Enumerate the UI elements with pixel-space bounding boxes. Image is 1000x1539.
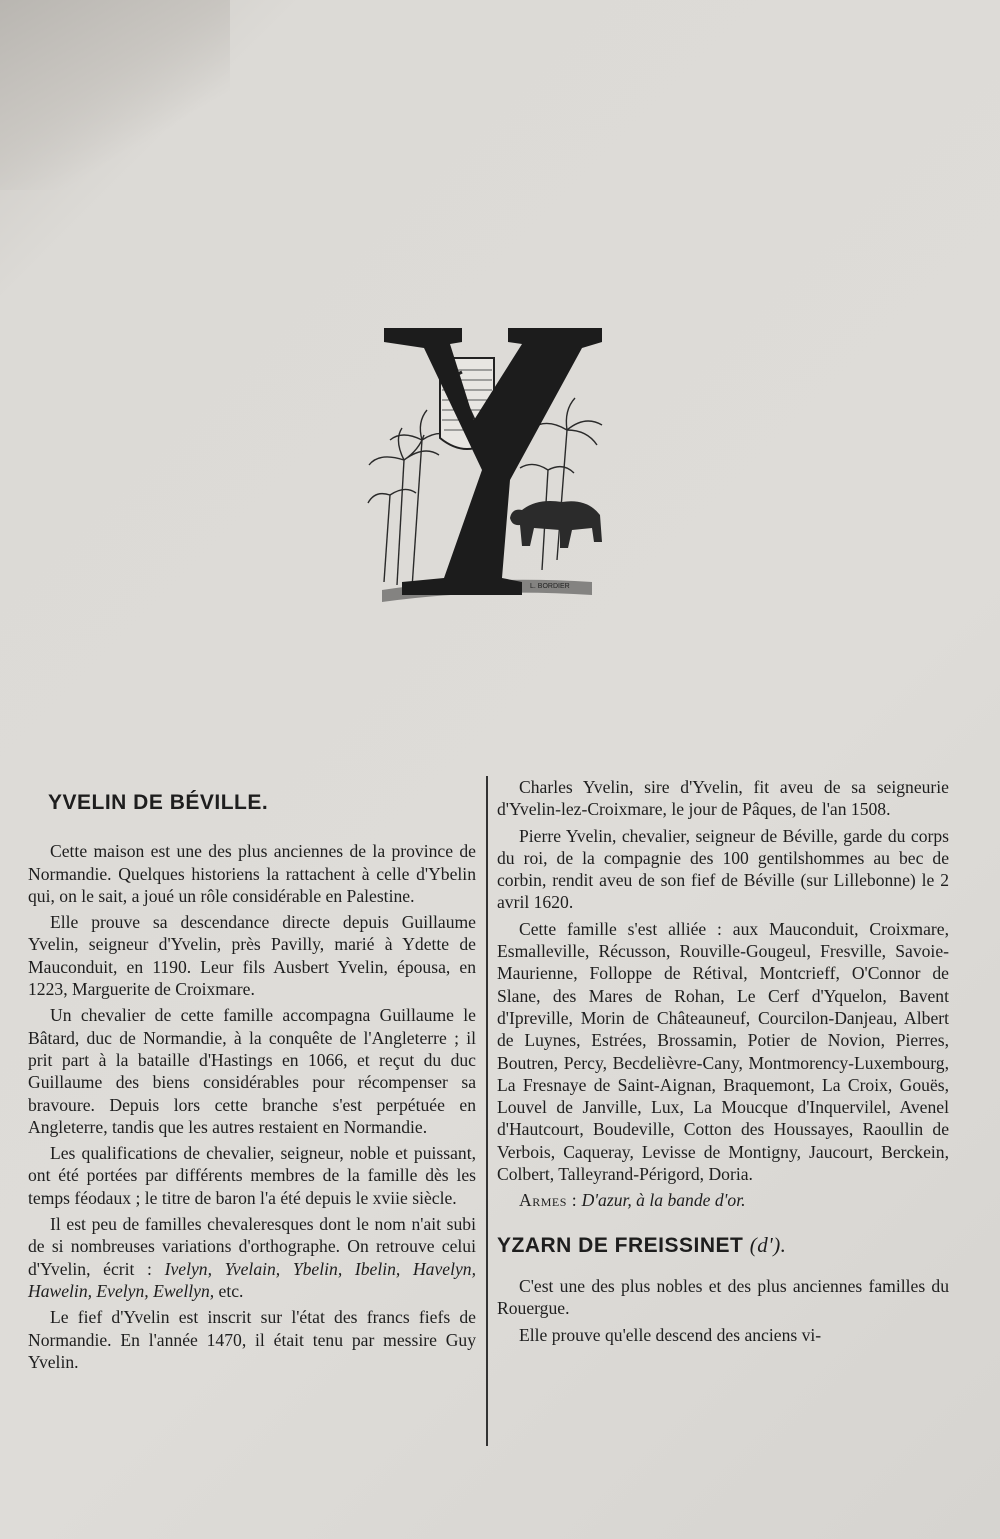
paragraph-alliances: Cette famille s'est alliée : aux Mauconduit, Croixmare, Esmalleville, Récusson, Rouville-Gougeul, Fresville, Savoie-Maurienne, Folloppe de Rétival, Montcrieff, O'Connor de Slane, des Mares de Rohan, Le Cerf d'Yquelon, Bavent d'Ipreville, Morin de Châteauneuf, Courcilon-Danjeau, Albert de Luynes, Estrées, Brossamin, Potier de Novion, Pierres, Boutren, Percy, Becdelièvre-Cany, Montmorency-Luxembourg, La Fresnaye de Saint-Aignan, Braquemont, La Croix, Gouës, Louvel de Janville, Lux, La Moucque d'Inquervilel, Avenel d'Hautcourt, Boudeville, Cotton des Houssayes, Raoullin de Verbois, Caqueray, Levisse de Montigny, Jaucourt, Berckein, Colbert, Talleyrand-Périgord, Doria. <box>497 918 949 1185</box>
paragraph: C'est une des plus nobles et des plus anciennes familles du Rouergue. <box>497 1275 949 1319</box>
column-divider <box>486 776 488 1446</box>
paragraph: Elle prouve sa descendance directe depuis Guillaume Yvelin, seigneur d'Yvelin, près Pavilly, marié à Ydette de Mauconduit, en 1190. Leur fils Ausbert Yvelin, épousa, en 1223, Marguerite de Croixmare. <box>28 912 476 1000</box>
left-column <box>28 770 476 1377</box>
section-heading-yzarn <box>497 1234 949 1257</box>
paragraph: Cette maison est une des plus anciennes de la province de Normandie. Quelques historiens la rattachent à celle d'Ybelin qui, on le sait, a joué un rôle considérable en Palestine. <box>28 841 476 906</box>
coat-of-arms <box>497 1189 949 1211</box>
paragraph: Elle prouve qu'elle descend des anciens vi- <box>519 1324 822 1345</box>
paragraph: Pierre Yvelin, chevalier, seigneur de Béville, garde du corps du roi, de la compagnie des 100 gentilshommes au bec de corbin, rendit aveu de son fief de Béville (sur Lillebonne) le 2 avril 1620. <box>497 825 949 913</box>
heading-text: YZARN DE FREISSINET <box>497 1233 744 1257</box>
text: etc. <box>214 1280 244 1301</box>
paragraph: Le fief d'Yvelin est inscrit sur l'état des francs fiefs de Normandie. En l'année 1470, il était tenu par messire Guy Yvelin. <box>28 1307 476 1372</box>
heading-particle: (d'). <box>749 1232 787 1257</box>
spelling-variants: Ivelyn, Yvelain, Ybelin, Ibelin, Havelyn, Hawelin, Evelyn, Ewellyn, <box>28 1258 476 1301</box>
paragraph-spelling-variants <box>28 1213 476 1302</box>
ox-icon <box>510 501 602 548</box>
paragraph: Les qualifications de chevalier, seigneur, noble et puissant, ont été portées par différents membres de la famille dès les temps féodaux ; le titre de baron l'a été depuis le xviie siècle. <box>28 1143 476 1208</box>
text: Il est peu de familles chevaleresques dont le nom n'ait subi de si nombreuses variations d'orthographe. On retrouve celui d'Yvelin, écrit : <box>28 1214 476 1279</box>
paragraph: Charles Yvelin, sire d'Yvelin, fit aveu de sa seigneurie d'Yvelin-lez-Croixmare, le jour de Pâques, de l'an 1508. <box>497 777 949 820</box>
right-column <box>497 776 949 1350</box>
section-heading-yvelin: YVELIN DE BÉVILLE. <box>48 791 269 814</box>
engraver-signature: L. BORDIER <box>530 583 570 590</box>
page-corner-stain <box>0 0 230 190</box>
armes-blazon: D'azur, à la bande d'or. <box>581 1190 746 1211</box>
paragraph: Un chevalier de cette famille accompagna Guillaume le Bâtard, duc de Normandie, à la conquête de l'Angleterre ; il prit part à la bataille d'Hastings en 1066, et reçut du duc Guillaume des biens considérables pour récompenser sa bravoure. Depuis lors cette branche s'est perpétuée en Angleterre, tandis que les autres restaient en Normandie. <box>28 1005 476 1137</box>
ornamental-initial-y <box>362 320 612 605</box>
armes-label: Armes : <box>519 1190 578 1211</box>
